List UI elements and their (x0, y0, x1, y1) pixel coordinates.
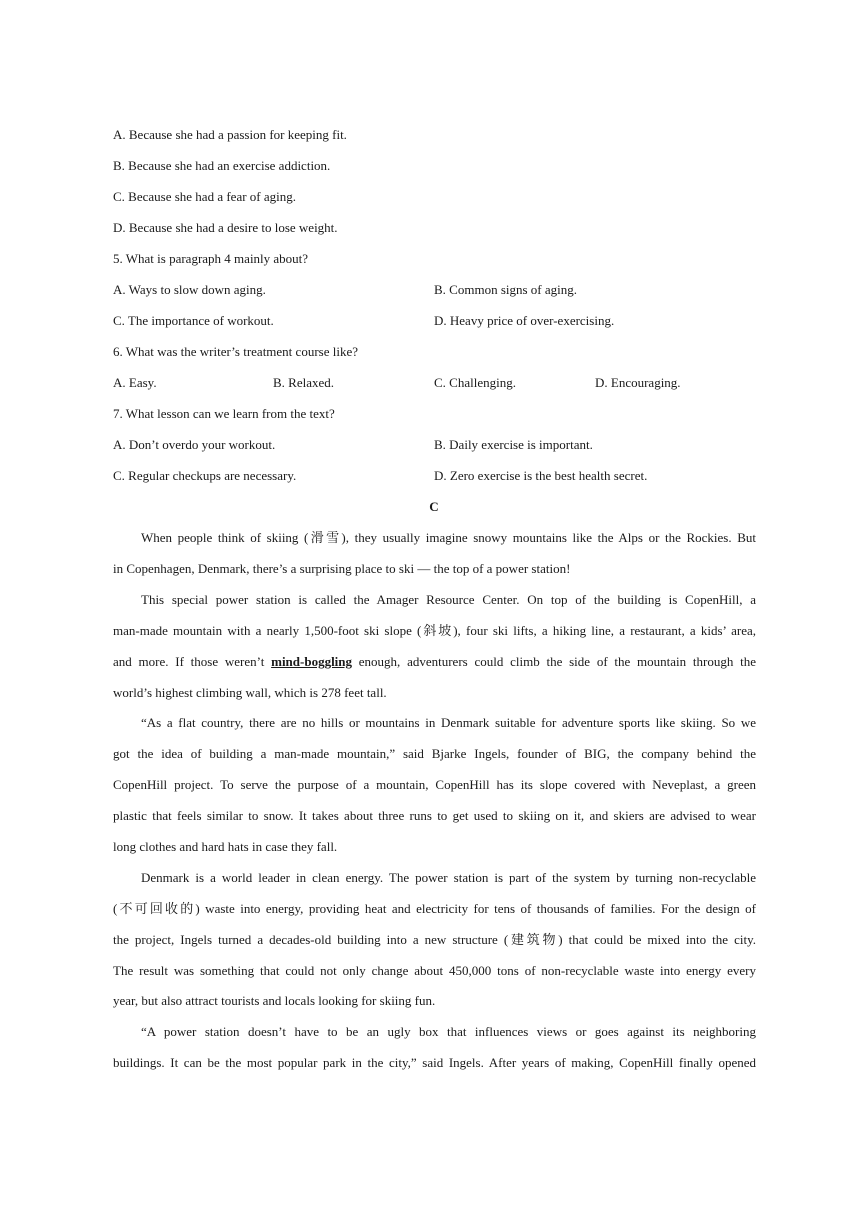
q5-option-a: A. Ways to slow down aging. (113, 282, 266, 297)
passage-line-with-keyword (113, 654, 756, 670)
q6-option-d: D. Encouraging. (595, 375, 681, 390)
q7-option-d: D. Zero exercise is the best health secret. (434, 468, 648, 483)
q5-stem: 5. What is paragraph 4 mainly about? (113, 251, 309, 266)
q6-option-b: B. Relaxed. (273, 375, 335, 390)
passage-line: CopenHill project. To serve the purpose of a mountain, CopenHill has its slope covered with Neveplast, a green (113, 777, 756, 792)
q7-option-a: A. Don’t overdo your workout. (113, 437, 276, 452)
q4-option-d: D. Because she had a desire to lose weight. (113, 220, 338, 235)
q6-option-a: A. Easy. (113, 375, 157, 390)
passage-text: enough, adventurers could climb the side of the mountain through the (352, 654, 757, 669)
q6-option-c: C. Challenging. (434, 375, 516, 390)
q5-option-d: D. Heavy price of over-exercising. (434, 313, 615, 328)
passage-line: buildings. It can be the most popular park in the city,” said Ingels. After years of making, CopenHill finally opened (113, 1055, 756, 1070)
passage-line: (不可回收的) waste into energy, providing heat and electricity for tens of thousands of families. For the design of (113, 901, 756, 916)
passage-line: world’s highest climbing wall, which is 278 feet tall. (113, 685, 387, 700)
passage-line: The result was something that could not only change about 450,000 tons of non-recyclable waste into energy every (113, 963, 756, 978)
q4-option-a: A. Because she had a passion for keeping fit. (113, 127, 347, 142)
passage-line: got the idea of building a man-made mountain,” said Bjarke Ingels, founder of BIG, the company behind the (113, 746, 756, 761)
passage-line: in Copenhagen, Denmark, there’s a surprising place to ski — the top of a power station! (113, 561, 571, 576)
section-heading: C (429, 499, 439, 514)
keyword-mind-boggling: mind-boggling (271, 654, 353, 669)
passage-line: year, but also attract tourists and locals looking for skiing fun. (113, 993, 436, 1008)
passage-line: the project, Ingels turned a decades-old building into a new structure (建筑物) that could be mixed into the city. (113, 932, 756, 947)
q7-option-b: B. Daily exercise is important. (434, 437, 593, 452)
passage-line: man-made mountain with a nearly 1,500-foot ski slope (斜坡), four ski lifts, a hiking line, a restaurant, a kids’ area, (113, 623, 756, 638)
q4-option-c: C. Because she had a fear of aging. (113, 189, 297, 204)
passage-line: long clothes and hard hats in case they fall. (113, 839, 338, 854)
q7-option-c: C. Regular checkups are necessary. (113, 468, 297, 483)
q6-stem: 6. What was the writer’s treatment course like? (113, 344, 358, 359)
q7-stem: 7. What lesson can we learn from the text? (113, 406, 335, 421)
q5-option-c: C. The importance of workout. (113, 313, 274, 328)
passage-line: Denmark is a world leader in clean energy. The power station is part of the system by turning non-recyclable (141, 870, 756, 885)
passage-text: and more. If those weren’t (113, 654, 272, 669)
passage-line: When people think of skiing (滑雪), they usually imagine snowy mountains like the Alps or the Rockies. But (141, 530, 756, 545)
passage-line: “As a flat country, there are no hills or mountains in Denmark suitable for adventure sports like skiing. So we (141, 715, 756, 730)
q5-option-b: B. Common signs of aging. (434, 282, 578, 297)
q4-option-b: B. Because she had an exercise addiction. (113, 158, 331, 173)
passage-line: plastic that feels similar to snow. It takes about three runs to get used to skiing on it, and skiers are advised to wear (113, 808, 756, 823)
passage-line: “A power station doesn’t have to be an ugly box that influences views or goes against its neighboring (141, 1024, 756, 1039)
passage-line: This special power station is called the Amager Resource Center. On top of the building is CopenHill, a (141, 592, 756, 607)
